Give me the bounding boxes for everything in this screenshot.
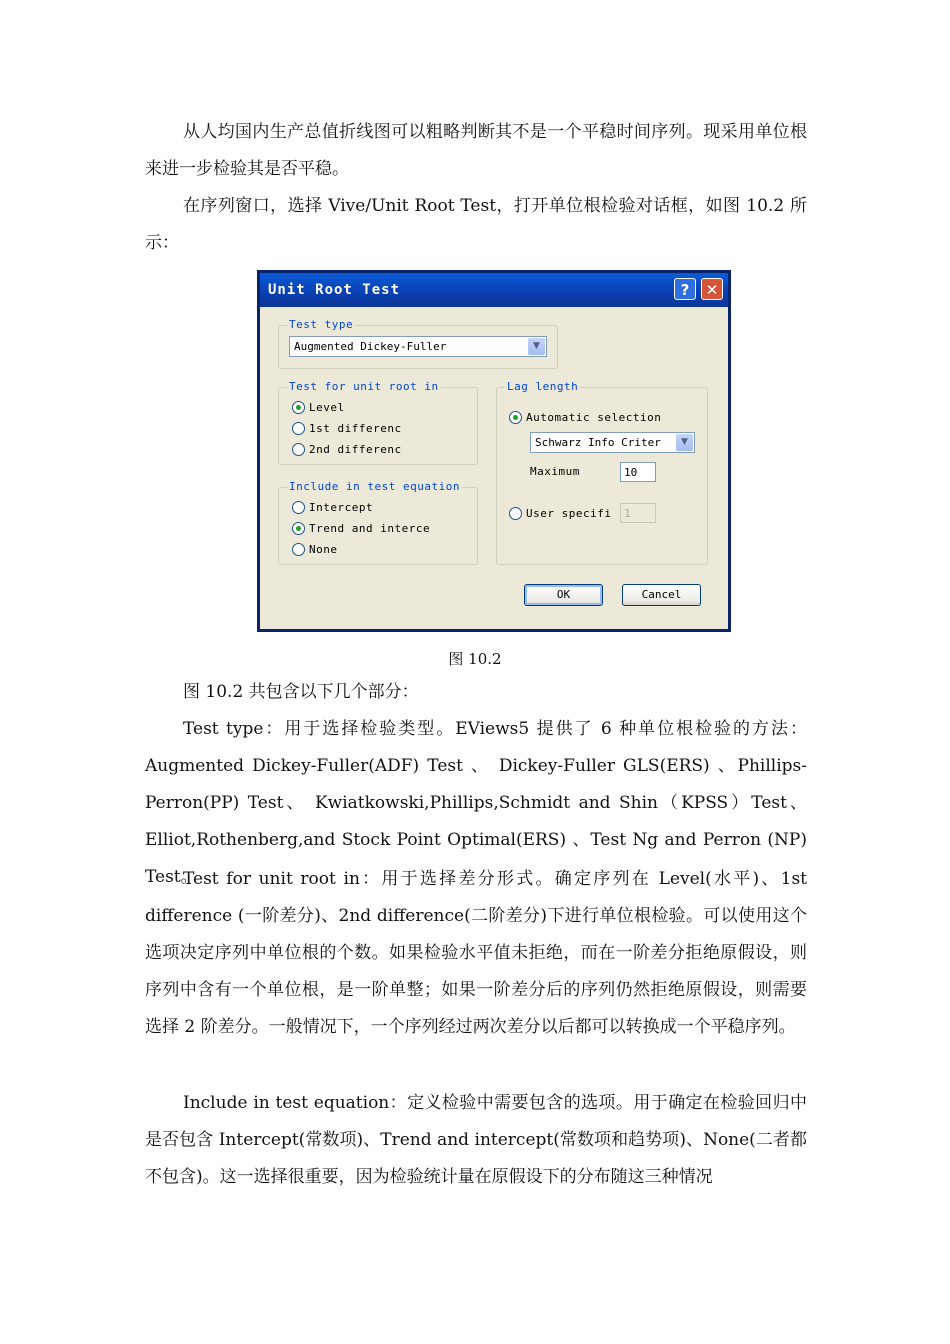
maximum-input[interactable] bbox=[620, 462, 656, 482]
radio-trend-intercept-label: Trend and interce bbox=[309, 521, 431, 535]
radio-none-label: None bbox=[309, 542, 338, 556]
radio-1st-difference-label: 1st differenc bbox=[309, 421, 402, 435]
unit-root-group bbox=[278, 380, 478, 465]
cancel-button[interactable]: Cancel bbox=[622, 584, 701, 606]
radio-1st-difference[interactable] bbox=[292, 421, 402, 437]
radio-intercept-label: Intercept bbox=[309, 500, 374, 514]
ok-button[interactable]: OK bbox=[524, 584, 603, 606]
radio-2nd-difference-dot[interactable] bbox=[292, 443, 305, 456]
paragraph-select-test: 在序列窗口，选择 Vive/Unit Root Test，打开单位根检验对话框，如图 10.2 所示： bbox=[145, 196, 807, 253]
close-icon[interactable]: ✕ bbox=[701, 278, 723, 300]
radio-2nd-difference[interactable] bbox=[292, 442, 402, 458]
radio-level-dot[interactable] bbox=[292, 401, 305, 414]
lag-length-group bbox=[496, 380, 708, 565]
radio-2nd-difference-label: 2nd differenc bbox=[309, 442, 402, 456]
criterion-value: Schwarz Info Criter bbox=[535, 436, 661, 449]
unit-root-test-dialog bbox=[257, 270, 731, 632]
lag-length-legend: Lag length bbox=[507, 380, 579, 393]
paragraph-parts: 图 10.2 共包含以下几个部分： bbox=[183, 682, 419, 702]
maximum-label: Maximum bbox=[530, 465, 580, 478]
radio-trend-intercept-dot[interactable] bbox=[292, 522, 305, 535]
chevron-down-icon[interactable]: ▼ bbox=[676, 434, 693, 451]
radio-intercept[interactable] bbox=[292, 500, 373, 516]
dialog-body bbox=[260, 307, 728, 629]
test-type-select[interactable] bbox=[289, 336, 547, 357]
paragraph-unit-root-in: Test for unit root in：用于选择差分形式。确定序列在 Level(水平)、1st difference (一阶差分)、2nd difference(二阶差分)下进行单位根检验。可以使用这个选项决定序列中单位根的个数。如果检验水平值未拒绝，而在一阶差分拒绝原假设，则序列中含有一个单位根，是一阶单整；如果一阶差分后的序列仍然拒绝原假设，则需要选择 2 阶差分。一般情况下，一个序列经过两次差分以后都可以转换成一个平稳序列。 bbox=[145, 869, 807, 1037]
radio-automatic-selection[interactable] bbox=[509, 410, 661, 426]
paragraph-include: Include in test equation：定义检验中需要包含的选项。用于确定在检验回归中是否包含 Intercept(常数项)、Trend and intercept(常数项和趋势项)、None(二者都不包含)。这一选择很重要，因为检验统计量在原假设下的分布随这三种情况 bbox=[145, 1093, 807, 1187]
user-specified-value: 1 bbox=[624, 507, 631, 520]
maximum-value: 10 bbox=[624, 466, 638, 479]
test-type-group bbox=[278, 318, 558, 369]
include-group bbox=[278, 480, 478, 565]
radio-trend-intercept[interactable] bbox=[292, 521, 430, 537]
help-icon[interactable]: ? bbox=[674, 278, 696, 300]
include-legend: Include in test equation bbox=[289, 480, 460, 493]
unit-root-legend: Test for unit root in bbox=[289, 380, 439, 393]
radio-none[interactable] bbox=[292, 542, 338, 558]
figure-caption: 图 10.2 bbox=[448, 650, 502, 668]
paragraph-test-type: Test type：用于选择检验类型。EViews5 提供了 6 种单位根检验的方法：Augmented Dickey-Fuller(ADF) Test 、 Dickey-Fuller GLS(ERS) 、Phillips-Perron(PP) Test、 Kwiatkowski,Phillips,Schmidt and Shin（KPSS）Test、Elliot,Rothenberg,and Stock Point Optimal(ERS) 、Test Ng and Perron (NP) Test。 bbox=[145, 719, 807, 887]
test-type-value: Augmented Dickey-Fuller bbox=[294, 340, 447, 353]
radio-automatic-label: Automatic selection bbox=[526, 410, 662, 424]
radio-automatic-dot[interactable] bbox=[509, 411, 522, 424]
dialog-title: Unit Root Test bbox=[268, 282, 401, 298]
radio-intercept-dot[interactable] bbox=[292, 501, 305, 514]
radio-user-specified[interactable] bbox=[509, 506, 611, 522]
test-type-legend: Test type bbox=[289, 318, 354, 331]
radio-level-label: Level bbox=[309, 400, 345, 414]
radio-user-specified-label: User specifi bbox=[526, 506, 612, 520]
radio-level[interactable] bbox=[292, 400, 345, 416]
paragraph-intro: 从人均国内生产总值折线图可以粗略判断其不是一个平稳时间序列。现采用单位根来进一步检验其是否平稳。 bbox=[145, 122, 807, 179]
criterion-select[interactable] bbox=[530, 432, 695, 453]
radio-none-dot[interactable] bbox=[292, 543, 305, 556]
radio-user-specified-dot[interactable] bbox=[509, 507, 522, 520]
dialog-title-bar bbox=[260, 273, 728, 307]
user-specified-input[interactable] bbox=[620, 503, 656, 523]
chevron-down-icon[interactable]: ▼ bbox=[528, 338, 545, 355]
radio-1st-difference-dot[interactable] bbox=[292, 422, 305, 435]
